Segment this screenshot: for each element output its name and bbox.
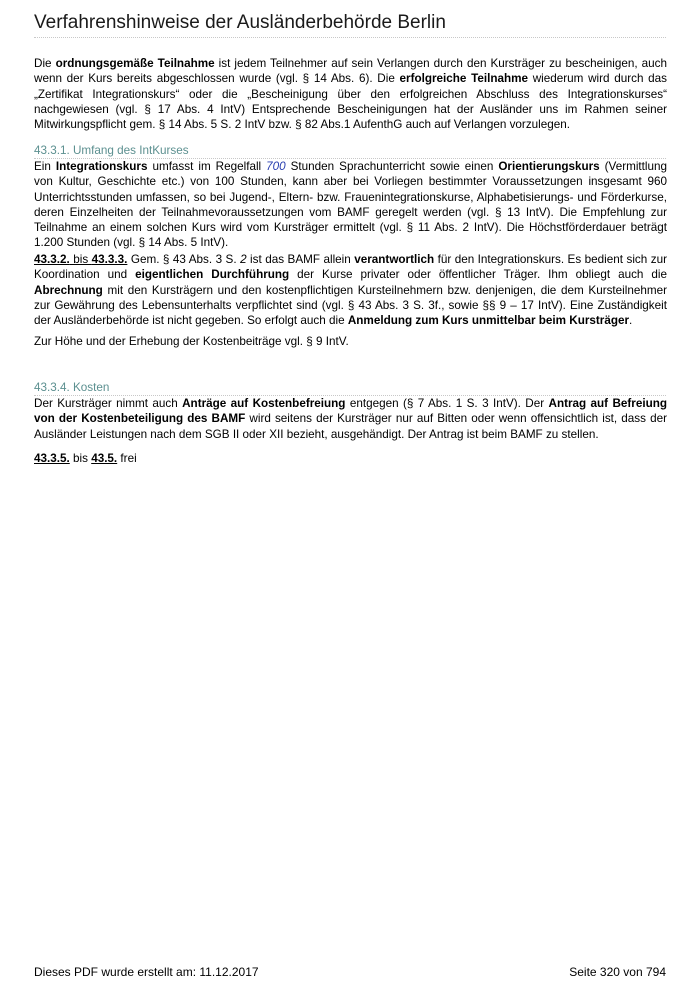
s4334-bold-2: Antrag auf Befreiung von der Kostenbeteiligung des BAMF xyxy=(34,397,668,426)
s4331-text-2: umfasst im Regelfall xyxy=(147,160,267,173)
s4331-text-1: Ein xyxy=(34,160,56,173)
s4332-text-1: Gem. § 43 Abs. 3 S. xyxy=(127,253,241,266)
intro-text-1: Die xyxy=(34,57,56,70)
s4332-bold-3: Abrechnung xyxy=(34,283,103,297)
costs-note: Zur Höhe und der Erhebung der Kostenbeiträge vgl. § 9 IntV. xyxy=(34,335,349,348)
page-title: Verfahrenshinweise der Ausländerbehörde Berlin xyxy=(34,12,446,33)
section-ref-4333: 43.3.3. xyxy=(91,253,128,266)
s4331-bold-2: Orientierungskurs xyxy=(498,160,600,173)
s4332-text-2: ist das BAMF allein xyxy=(246,253,355,266)
title-divider xyxy=(34,37,666,38)
section-4332-paragraph xyxy=(34,252,667,328)
s4332-bold-2: eigentlichen Durchführung xyxy=(135,268,290,282)
s4332-text-5: mit den Kursträgern und den kostenpflichtigen Kursteilnehmern bzw. denjenigen, die dem Kursteilnehmer zur Gewährung des Lebensunterhalts verpflichtet sind (vgl. § 43 Abs. 3 S. 3f., sowie §§ 9 – 17 IntV). Eine Zuständigkeit der Ausländerbehörde ist nicht gegeben. So erfolgt auch die xyxy=(34,283,667,328)
footer-created-date: Dieses PDF wurde erstellt am: 11.12.2017 xyxy=(34,965,259,979)
section-ref-435: 43.5. xyxy=(91,452,118,465)
s4334-text-2: entgegen (§ 7 Abs. 1 S. 3 IntV). Der xyxy=(345,397,549,410)
section-4331-paragraph xyxy=(34,159,667,251)
s4332-bold-4: Anmeldung zum Kurs unmittelbar beim Kursträger xyxy=(347,314,630,328)
section-ref-4335: 43.3.5. xyxy=(34,452,70,465)
s4332-italic-number: 2 xyxy=(240,253,247,266)
s4334-text-3: wird seitens der Kursträger nur auf Bitten oder wenn offensichtlich ist, dass der Ausländer Leistungen nach dem SGB II oder XII bezieht, ausgehändigt. Der Antrag ist beim BAMF zu stellen. xyxy=(34,412,667,441)
s4331-text-3: Stunden Sprachunterricht sowie einen xyxy=(285,160,499,173)
s4331-text-4: (Vermittlung von Kultur, Geschichte etc.) von 100 Stunden, kann aber bei Vorliegen bestimmter Voraussetzungen insgesamt 960 Unterrichtsstunden umfassen, so bei Jugend-, Eltern- bzw. Frauenintegrationskurse, Alphabetisierungs- und Förderkurse, deren Einzelheiten der Teilnahmevoraussetzungen vom BAMF geregelt werden (vgl. § 13 IntV). Die Empfehlung zur Teilnahme an einem solchen Kurs wird vom Kursträger ermittelt (vgl. § 11 Abs. 2 IntV). Die Höchstförderdauer beträgt 1.200 Stunden (vgl. § 14 Abs. 5 IntV). xyxy=(34,160,668,250)
section-heading-4334: 43.3.4. Kosten xyxy=(34,381,110,394)
s4334-text-1: Der Kursträger nimmt auch xyxy=(34,397,183,410)
s4332-text-4: der Kurse privater oder öffentlicher Träger. Ihm obliegt auch die xyxy=(289,268,667,282)
section-4334-paragraph xyxy=(34,396,667,442)
s4332-bis: bis xyxy=(69,253,92,266)
s4332-text-3: für den Integrationskurs. Es bedient sich zur Koordination und xyxy=(34,253,667,282)
s4335-text-1: frei xyxy=(117,452,137,465)
s4331-bold-1: Integrationskurs xyxy=(55,160,148,173)
s4335-bis: bis xyxy=(69,452,92,465)
s4332-text-6: . xyxy=(629,314,633,328)
intro-bold-1: ordnungsgemäße Teilnahme xyxy=(55,57,215,70)
s4332-bold-1: verantwortlich xyxy=(354,253,435,266)
intro-text-3: wiederum wird durch das „Zertifikat Integrationskurs“ oder die „Bescheinigung über den erfolgreichen Abschluss des Integrationskurses“ nachgewiesen (vgl. § 17 Abs. 4 IntV) Entsprechende Bescheinigungen hat der Ausländer uns im Rahmen seiner Mitwirkungspflicht gem. § 14 Abs. 5 S. 2 IntV bzw. § 82 Abs.1 AufenthG auch auf Verlangen vorzulegen. xyxy=(34,72,667,132)
footer-page-number: Seite 320 von 794 xyxy=(569,965,666,979)
intro-text-2: ist jedem Teilnehmer auf sein Verlangen durch den Kursträger zu bescheinigen, auch wenn der Kurs bereits abgeschlossen wurde (vgl. § 14 Abs. 6). Die xyxy=(34,57,667,86)
s4331-highlight-number: 700 xyxy=(266,160,286,173)
section-4335-paragraph xyxy=(34,451,667,466)
section-heading-4331: 43.3.1. Umfang des IntKurses xyxy=(34,144,189,157)
section-ref-4332: 43.3.2. xyxy=(34,253,70,266)
intro-paragraph xyxy=(34,56,667,132)
s4334-bold-1: Anträge auf Kostenbefreiung xyxy=(182,397,346,410)
intro-bold-2: erfolgreiche Teilnahme xyxy=(399,72,529,86)
